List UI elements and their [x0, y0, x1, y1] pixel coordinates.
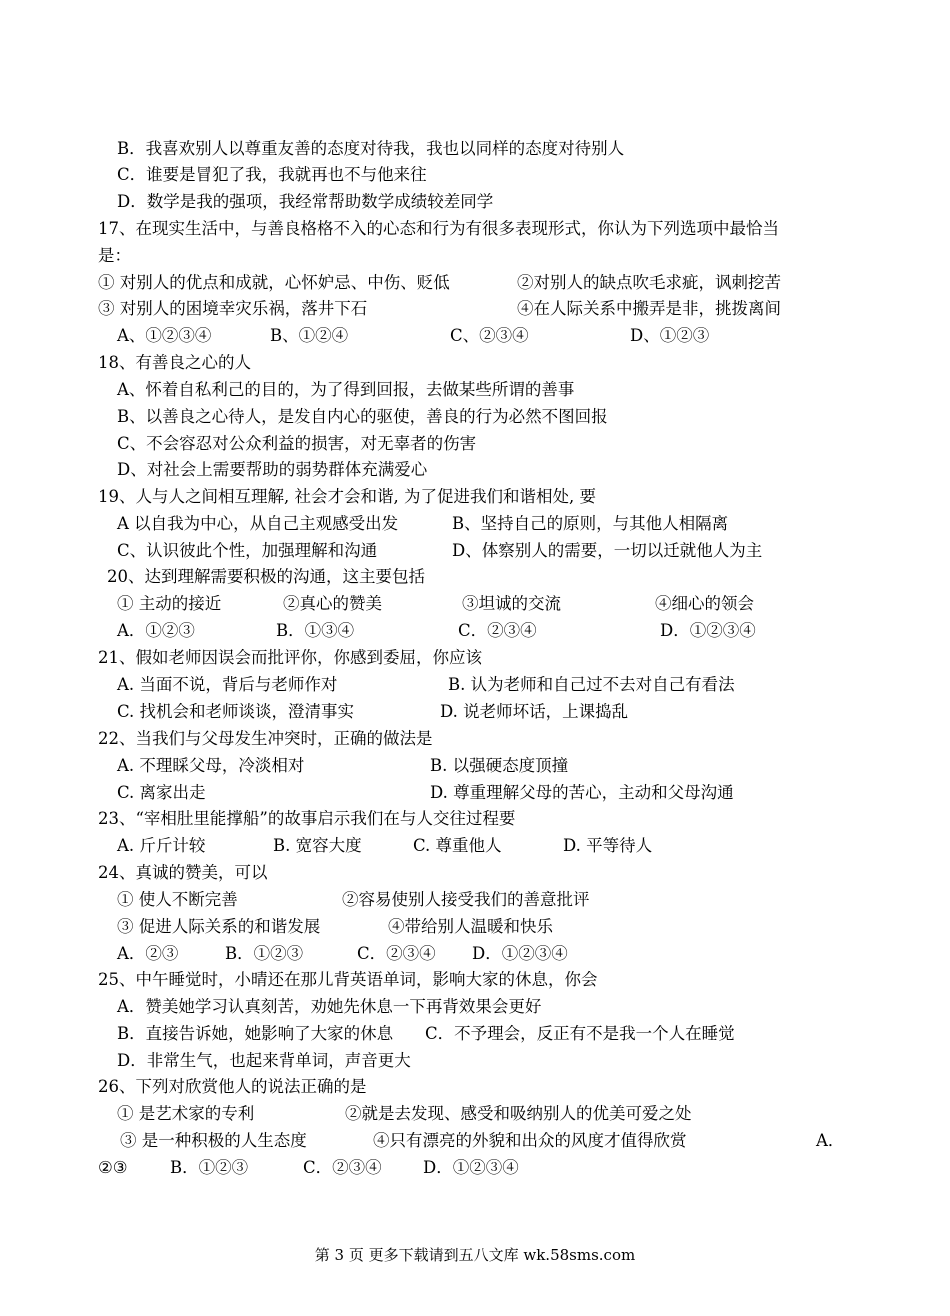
q17-item-1: ① 对别人的优点和成就，心怀妒忌、中伤、贬低: [98, 273, 450, 292]
q20-option-b: B．①③④: [276, 621, 355, 640]
q24-item-2: ②容易使别人接受我们的善意批评: [342, 890, 590, 909]
q25-option-c: C．不予理会，反正有不是我一个人在睡觉: [425, 1024, 735, 1043]
q20-option-a: A．①②③: [117, 621, 195, 640]
q21-stem: 21、假如老师因误会而批评你，你感到委屈，你应该: [98, 648, 482, 667]
q18-stem: 18、有善良之心的人: [98, 353, 251, 372]
q26-option-d: D．①②③④: [423, 1158, 519, 1177]
q17-item-2: ②对别人的缺点吹毛求疵，讽刺挖苦: [517, 273, 781, 292]
q26-option-a-letter: A．: [816, 1131, 845, 1150]
q16-option-c: C．谁要是冒犯了我，我就再也不与他来往: [117, 165, 427, 184]
q24-item-1: ① 使人不断完善: [117, 890, 238, 909]
q16-option-b: B．我喜欢别人以尊重友善的态度对待我，我也以同样的态度对待别人: [117, 139, 625, 158]
q23-option-a: A. 斤斤计较: [117, 836, 206, 855]
q26-item-2: ②就是去发现、感受和吸纳别人的优美可爱之处: [345, 1104, 692, 1123]
q23-stem: 23、“宰相肚里能撑船”的故事启示我们在与人交往过程要: [98, 809, 516, 828]
q16-option-d: D．数学是我的强项，我经常帮助数学成绩较差同学: [117, 192, 494, 211]
q19-option-b: B、坚持自己的原则，与其他人相隔离: [452, 514, 729, 533]
q20-item-2: ②真心的赞美: [283, 594, 382, 613]
q20-item-1: ① 主动的接近: [117, 594, 222, 613]
q21-option-c: C. 找机会和老师谈谈，澄清事实: [117, 702, 355, 721]
q20-item-3: ③坦诚的交流: [462, 594, 561, 613]
q19-option-a: A 以自我为中心，从自己主观感受出发: [117, 514, 399, 533]
q18-option-a: A、怀着自私利己的目的，为了得到回报，去做某些所谓的善事: [117, 380, 575, 399]
q22-option-c: C. 离家出走: [117, 783, 206, 802]
q23-option-c: C. 尊重他人: [413, 836, 502, 855]
q20-stem: 20、达到理解需要积极的沟通，这主要包括: [107, 567, 425, 586]
q24-option-b: B．①②③: [225, 944, 304, 963]
q26-stem: 26、下列对欣赏他人的说法正确的是: [98, 1077, 367, 1096]
q26-item-1: ① 是艺术家的专利: [117, 1104, 255, 1123]
q17-stem-line1: 17、在现实生活中，与善良格格不入的心态和行为有很多表现形式，你认为下列选项中最恰当: [98, 219, 779, 238]
q25-option-b: B．直接告诉她，她影响了大家的休息: [117, 1024, 394, 1043]
q17-option-b: B、①②④: [270, 326, 349, 345]
q18-option-b: B、以善良之心待人，是发自内心的驱使，善良的行为必然不图回报: [117, 407, 608, 426]
q24-stem: 24、真诚的赞美，可以: [98, 863, 268, 882]
q26-item-3: ③ 是一种积极的人生态度: [120, 1131, 307, 1150]
q17-option-d: D、①②③: [630, 326, 710, 345]
page-footer: 第 3 页 更多下载请到五八文库 wk.58sms.com: [314, 1246, 636, 1264]
q20-option-d: D．①②③④: [660, 621, 756, 640]
q23-option-d: D. 平等待人: [563, 836, 653, 855]
q17-option-a: A、①②③④: [117, 326, 212, 345]
q20-item-4: ④细心的领会: [655, 594, 754, 613]
q17-stem-line2: 是：: [98, 246, 131, 265]
q24-option-d: D．①②③④: [472, 944, 568, 963]
q19-option-d: D、体察别人的需要，一切以迁就他人为主: [452, 541, 763, 560]
q18-option-d: D、对社会上需要帮助的弱势群体充满爱心: [117, 460, 428, 479]
q24-option-c: C．②③④: [357, 944, 436, 963]
q21-option-d: D. 说老师坏话，上课捣乱: [440, 702, 629, 721]
q24-option-a: A．②③: [117, 944, 179, 963]
q26-option-b: B．①②③: [170, 1158, 249, 1177]
q17-item-3: ③ 对别人的困境幸灾乐祸，落井下石: [98, 299, 368, 318]
q22-option-a: A. 不理睬父母，冷淡相对: [117, 756, 305, 775]
q18-option-c: C、不会容忍对公众利益的损害，对无辜者的伤害: [117, 434, 477, 453]
q21-option-a: A. 当面不说，背后与老师作对: [117, 675, 338, 694]
q25-option-d: D．非常生气，也起来背单词，声音更大: [117, 1051, 411, 1070]
q21-option-b: B. 认为老师和自己过不去对自己有看法: [448, 675, 735, 694]
q25-option-a: A．赞美她学习认真刻苦，劝她先休息一下再背效果会更好: [117, 997, 542, 1016]
q22-stem: 22、当我们与父母发生冲突时，正确的做法是: [98, 729, 433, 748]
q19-stem: 19、人与人之间相互理解, 社会才会和谐, 为了促进我们和谐相处, 要: [98, 487, 596, 506]
q23-option-b: B. 宽容大度: [273, 836, 362, 855]
q26-item-4: ④只有漂亮的外貌和出众的风度才值得欣赏: [373, 1131, 687, 1150]
q17-option-c: C、②③④: [450, 326, 529, 345]
q20-option-c: C．②③④: [458, 621, 537, 640]
q24-item-4: ④带给别人温暖和快乐: [388, 917, 553, 936]
q26-option-a-value: ②③: [98, 1158, 128, 1177]
q25-stem: 25、中午睡觉时，小晴还在那儿背英语单词，影响大家的休息，你会: [98, 970, 598, 989]
q22-option-d: D. 尊重理解父母的苦心，主动和父母沟通: [430, 783, 734, 802]
q19-option-c: C、认识彼此个性，加强理解和沟通: [117, 541, 378, 560]
q17-item-4: ④在人际关系中搬弄是非，挑拨离间: [517, 299, 781, 318]
q22-option-b: B. 以强硬态度顶撞: [430, 756, 569, 775]
q26-option-c: C．②③④: [303, 1158, 382, 1177]
q24-item-3: ③ 促进人际关系的和谐发展: [117, 917, 321, 936]
